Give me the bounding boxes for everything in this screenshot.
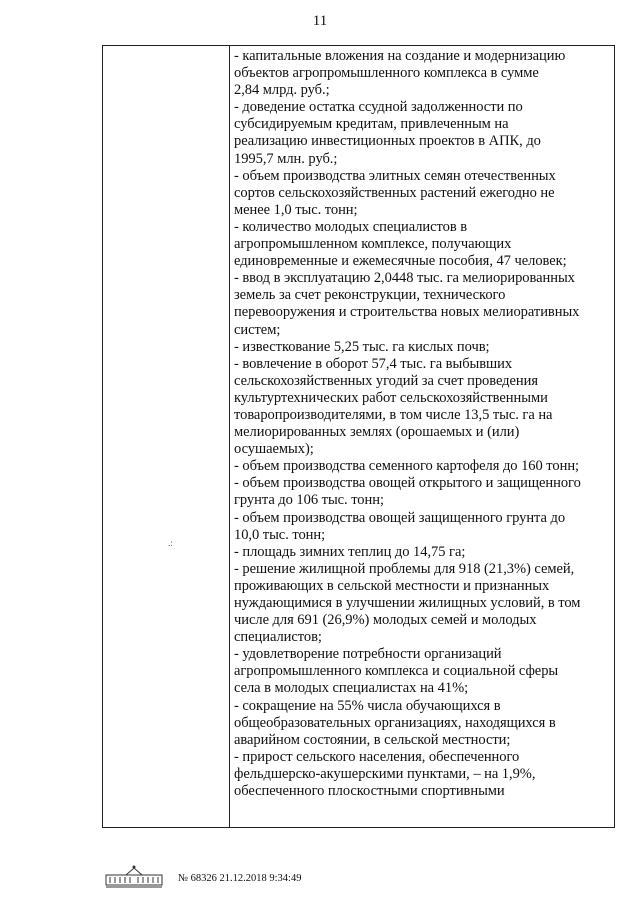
text-line: агропромышленном комплексе, получающих bbox=[234, 236, 512, 253]
text-line: - капитальные вложения на создание и модернизацию bbox=[234, 48, 566, 64]
text-line: осушаемых); bbox=[234, 441, 314, 458]
text-line: - объем производства элитных семян отечественных bbox=[234, 167, 556, 184]
text-line: нуждающимися в улучшении жилищных условий, в том bbox=[234, 595, 581, 611]
text-line: объектов агропромышленного комплекса в сумме bbox=[234, 65, 539, 82]
text-line: обеспеченного плоскостными спортивными bbox=[234, 783, 505, 800]
text-line: общеобразовательных организациях, находящихся в bbox=[234, 714, 556, 731]
text-line: земель за счет реконструкции, технического bbox=[234, 287, 506, 304]
text-line: - площадь зимних теплиц до 14,75 га; bbox=[234, 543, 466, 560]
text-line: - количество молодых специалистов в bbox=[234, 218, 468, 235]
text-line: - решение жилищной проблемы для 918 (21,3%) семей, bbox=[234, 560, 575, 577]
page-number: 11 bbox=[312, 13, 328, 29]
text-line: систем; bbox=[234, 321, 281, 338]
text-line: товаропроизводителями, в том числе 13,5 тыс. га на bbox=[234, 406, 553, 423]
text-line: фельдшерско-акушерскими пунктами, – на 1,9%, bbox=[234, 765, 536, 782]
document-stamp: № 68326 21.12.2018 9:34:49 bbox=[178, 873, 302, 884]
text-line: культуртехнических работ сельскохозяйственными bbox=[234, 389, 548, 406]
text-line: - объем производства овощей защищенного грунта до bbox=[234, 509, 566, 526]
text-line: грунта до 106 тыс. тонн; bbox=[234, 492, 384, 509]
text-line: специалистов; bbox=[234, 629, 322, 646]
text-line: - доведение остатка ссудной задолженности по bbox=[234, 99, 523, 116]
text-line: единовременные и ежемесячные пособия, 47 человек; bbox=[234, 253, 567, 270]
text-line: сельскохозяйственных угодий за счет проведения bbox=[234, 372, 538, 389]
scan-speck: .: bbox=[168, 538, 173, 548]
text-line: 1995,7 млн. руб.; bbox=[234, 150, 338, 167]
text-line: менее 1,0 тыс. тонн; bbox=[234, 201, 358, 218]
text-line: - объем производства семенного картофеля до 160 тонн; bbox=[234, 458, 580, 475]
text-line: 2,84 млрд. руб.; bbox=[234, 82, 330, 99]
right-cell bbox=[234, 48, 614, 828]
text-line: аварийном состоянии, в сельской местности; bbox=[234, 731, 511, 748]
text-line: села в молодых специалистах на 41%; bbox=[234, 680, 469, 697]
text-line: 10,0 тыс. тонн; bbox=[234, 526, 326, 543]
text-line: агропромышленного комплекса и социальной сферы bbox=[234, 663, 559, 680]
text-line: сортов сельскохозяйственных растений ежегодно не bbox=[234, 184, 555, 201]
column-divider bbox=[229, 46, 230, 827]
text-line: - ввод в эксплуатацию 2,0448 тыс. га мелиорированных bbox=[234, 270, 575, 287]
text-line: - известкование 5,25 тыс. га кислых почв; bbox=[234, 338, 490, 355]
text-line: перевооружения и строительства новых мелиоративных bbox=[234, 304, 580, 321]
text-line: реализацию инвестиционных проектов в АПК, до bbox=[234, 133, 541, 150]
text-line: - вовлечение в оборот 57,4 тыс. га выбывших bbox=[234, 355, 513, 372]
text-line: проживающих в сельской местности и признанных bbox=[234, 577, 550, 594]
text-line: субсидируемым кредитам, привлеченным на bbox=[234, 116, 509, 133]
text-line: - прирост сельского населения, обеспеченного bbox=[234, 748, 520, 765]
left-cell bbox=[103, 46, 229, 827]
text-line: - удовлетворение потребности организаций bbox=[234, 646, 502, 663]
text-line: числе для 691 (26,9%) молодых семей и молодых bbox=[234, 612, 537, 629]
building-emblem-icon bbox=[104, 864, 164, 888]
text-line: мелиорированных землях (орошаемых и (или) bbox=[234, 424, 520, 441]
text-line: - сокращение на 55% числа обучающихся в bbox=[234, 697, 501, 714]
footer-stamp bbox=[104, 864, 404, 892]
content-table bbox=[102, 45, 615, 828]
text-line: - объем производства овощей открытого и защищенного bbox=[234, 475, 581, 492]
